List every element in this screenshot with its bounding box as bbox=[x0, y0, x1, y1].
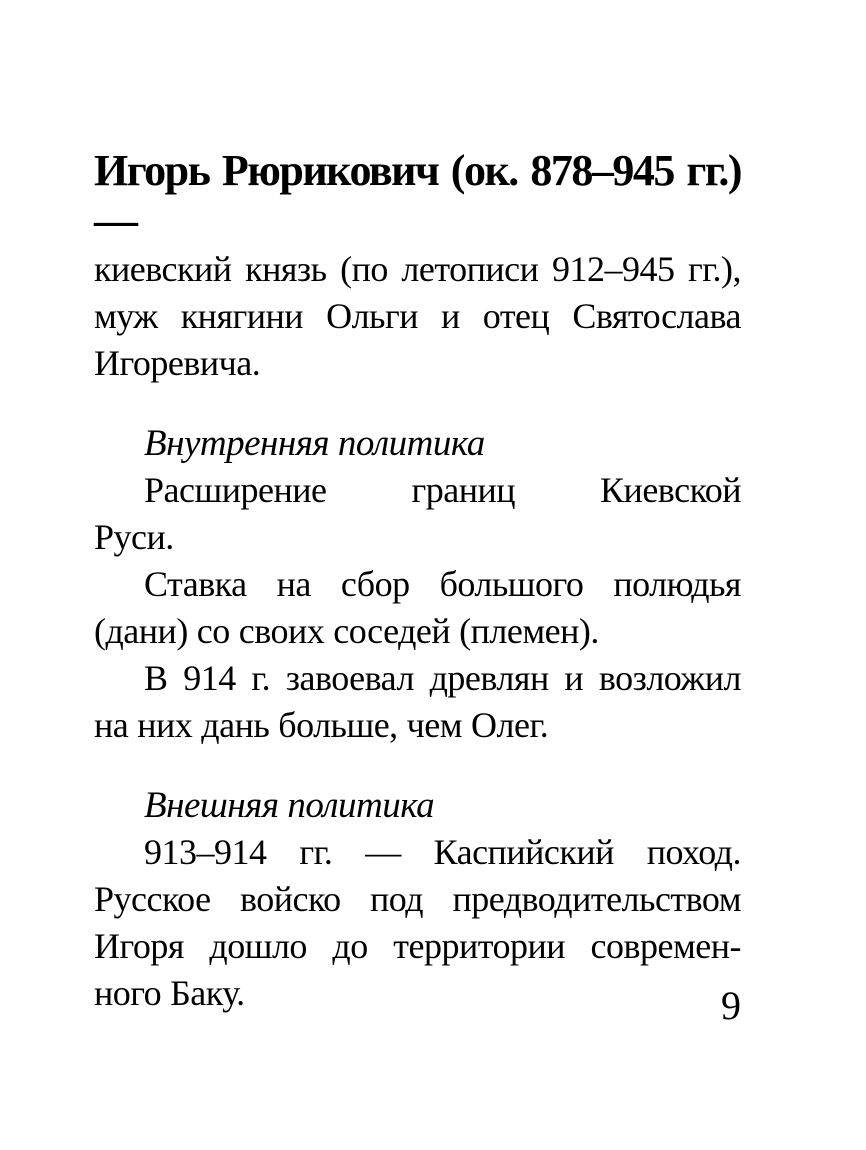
section-heading-external-policy: Внешняя политика bbox=[144, 785, 435, 826]
article-title: Игорь Рюрикович (ок. 878–945 гг.) — bbox=[94, 146, 741, 245]
body-line: В 914 г. завоевал древлян и возложил bbox=[144, 658, 741, 698]
paragraph bbox=[94, 655, 741, 749]
body-line: Ставка на сбор большого полюдья bbox=[144, 564, 741, 604]
paragraph bbox=[94, 561, 741, 655]
page-number: 9 bbox=[721, 983, 741, 1028]
body-line: ного Баку. bbox=[94, 973, 245, 1013]
body-line: (дани) со своих соседей (племен). bbox=[94, 611, 599, 651]
body-line: 913–914 гг. — Каспийский поход. bbox=[144, 832, 741, 872]
intro-line: муж княгини Ольги и отец Святослава bbox=[94, 296, 741, 336]
body-line: Игоря дошло до территории современ- bbox=[94, 926, 741, 966]
body-line: Расширение границ Киевской bbox=[144, 470, 741, 510]
body-line: Руси. bbox=[94, 517, 174, 557]
body-line: Русское войско под предводительством bbox=[94, 879, 741, 919]
body-line: на них дань больше, чем Олег. bbox=[94, 705, 549, 745]
section-heading-internal-policy: Внутренняя политика bbox=[144, 423, 485, 464]
intro-line: Игоревича. bbox=[94, 343, 261, 383]
page-text-block bbox=[94, 146, 741, 1017]
paragraph bbox=[94, 467, 741, 561]
intro-paragraph bbox=[94, 146, 741, 387]
intro-line: киевский князь (по летописи 912–945 гг.), bbox=[94, 249, 741, 289]
